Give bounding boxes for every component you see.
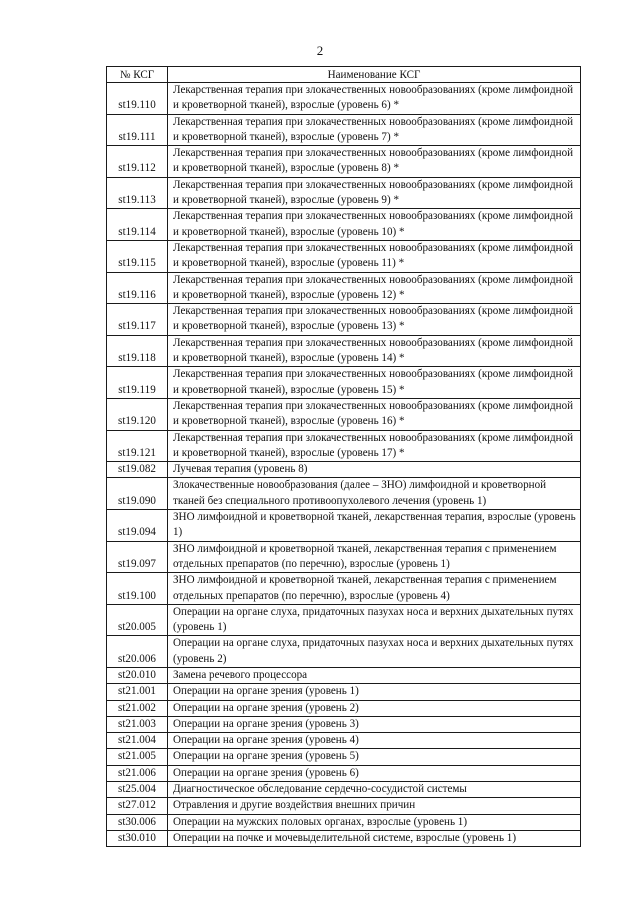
ksg-name-cell: Операции на органе зрения (уровень 2)	[168, 700, 581, 716]
ksg-name-cell: Злокачественные новообразования (далее – ЗНО) лимфоидной и кроветворной тканей без специального противоопухолевого лечения (уровень 1)	[168, 478, 581, 510]
ksg-code-cell: st19.094	[107, 510, 168, 542]
table-row	[107, 700, 581, 716]
table-row	[107, 335, 581, 367]
ksg-code-cell: st19.113	[107, 177, 168, 209]
table-row	[107, 83, 581, 115]
ksg-name-cell: Операции на органе зрения (уровень 4)	[168, 733, 581, 749]
ksg-code-cell: st19.082	[107, 462, 168, 478]
table-row	[107, 177, 581, 209]
ksg-name-cell: Операции на органе слуха, придаточных пазухах носа и верхних дыхательных путях (уровень 2)	[168, 636, 581, 668]
column-header-code: № КСГ	[107, 67, 168, 83]
ksg-name-cell: Лучевая терапия (уровень 8)	[168, 462, 581, 478]
ksg-code-cell: st21.002	[107, 700, 168, 716]
ksg-code-cell: st21.006	[107, 765, 168, 781]
ksg-name-cell: Операции на мужских половых органах, взрослые (уровень 1)	[168, 814, 581, 830]
ksg-code-cell: st19.112	[107, 146, 168, 178]
ksg-name-cell: Лекарственная терапия при злокачественных новообразованиях (кроме лимфоидной и кроветворной тканей), взрослые (уровень 8) *	[168, 146, 581, 178]
table-body	[107, 83, 581, 847]
ksg-name-cell: Лекарственная терапия при злокачественных новообразованиях (кроме лимфоидной и кроветворной тканей), взрослые (уровень 17) *	[168, 430, 581, 462]
ksg-name-cell: ЗНО лимфоидной и кроветворной тканей, лекарственная терапия с применением отдельных препаратов (по перечню), взрослые (уровень 1)	[168, 541, 581, 573]
table-header-row	[107, 67, 581, 83]
table-row	[107, 272, 581, 304]
ksg-code-cell: st19.115	[107, 240, 168, 272]
ksg-code-cell: st25.004	[107, 782, 168, 798]
table-row	[107, 541, 581, 573]
table-row	[107, 733, 581, 749]
ksg-name-cell: Лекарственная терапия при злокачественных новообразованиях (кроме лимфоидной и кроветворной тканей), взрослые (уровень 10) *	[168, 209, 581, 241]
ksg-name-cell: Лекарственная терапия при злокачественных новообразованиях (кроме лимфоидной и кроветворной тканей), взрослые (уровень 9) *	[168, 177, 581, 209]
ksg-code-cell: st20.006	[107, 636, 168, 668]
table-row	[107, 765, 581, 781]
ksg-name-cell: Операции на органе зрения (уровень 3)	[168, 716, 581, 732]
ksg-code-cell: st30.006	[107, 814, 168, 830]
ksg-name-cell: Лекарственная терапия при злокачественных новообразованиях (кроме лимфоидной и кроветворной тканей), взрослые (уровень 12) *	[168, 272, 581, 304]
table-row	[107, 716, 581, 732]
ksg-code-cell: st30.010	[107, 830, 168, 846]
ksg-name-cell: Лекарственная терапия при злокачественных новообразованиях (кроме лимфоидной и кроветворной тканей), взрослые (уровень 14) *	[168, 335, 581, 367]
table-row	[107, 478, 581, 510]
ksg-code-cell: st19.121	[107, 430, 168, 462]
ksg-code-cell: st27.012	[107, 798, 168, 814]
table-row	[107, 798, 581, 814]
ksg-name-cell: ЗНО лимфоидной и кроветворной тканей, лекарственная терапия с применением отдельных препаратов (по перечню), взрослые (уровень 4)	[168, 573, 581, 605]
table-row	[107, 782, 581, 798]
ksg-name-cell: Лекарственная терапия при злокачественных новообразованиях (кроме лимфоидной и кроветворной тканей), взрослые (уровень 15) *	[168, 367, 581, 399]
ksg-code-cell: st21.005	[107, 749, 168, 765]
table-row	[107, 209, 581, 241]
ksg-table	[106, 66, 581, 847]
ksg-name-cell: Лекарственная терапия при злокачественных новообразованиях (кроме лимфоидной и кроветворной тканей), взрослые (уровень 16) *	[168, 398, 581, 430]
table-row	[107, 573, 581, 605]
table-row	[107, 240, 581, 272]
ksg-name-cell: Операции на органе зрения (уровень 6)	[168, 765, 581, 781]
table-row	[107, 430, 581, 462]
ksg-name-cell: Операции на органе зрения (уровень 1)	[168, 684, 581, 700]
ksg-code-cell: st19.116	[107, 272, 168, 304]
table-row	[107, 604, 581, 636]
ksg-code-cell: st19.117	[107, 304, 168, 336]
ksg-code-cell: st19.120	[107, 398, 168, 430]
ksg-code-cell: st21.004	[107, 733, 168, 749]
ksg-code-cell: st20.010	[107, 667, 168, 683]
ksg-code-cell: st19.097	[107, 541, 168, 573]
table-row	[107, 398, 581, 430]
ksg-name-cell: Операции на органе зрения (уровень 5)	[168, 749, 581, 765]
ksg-code-cell: st20.005	[107, 604, 168, 636]
ksg-name-cell: Операции на органе слуха, придаточных пазухах носа и верхних дыхательных путях (уровень 1)	[168, 604, 581, 636]
table-row	[107, 749, 581, 765]
ksg-code-cell: st19.119	[107, 367, 168, 399]
ksg-name-cell: Отравления и другие воздействия внешних причин	[168, 798, 581, 814]
ksg-code-cell: st19.110	[107, 83, 168, 115]
ksg-code-cell: st21.003	[107, 716, 168, 732]
ksg-name-cell: Операции на почке и мочевыделительной системе, взрослые (уровень 1)	[168, 830, 581, 846]
ksg-name-cell: Лекарственная терапия при злокачественных новообразованиях (кроме лимфоидной и кроветворной тканей), взрослые (уровень 11) *	[168, 240, 581, 272]
table-row	[107, 684, 581, 700]
table-row	[107, 462, 581, 478]
ksg-name-cell: Лекарственная терапия при злокачественных новообразованиях (кроме лимфоидной и кроветворной тканей), взрослые (уровень 7) *	[168, 114, 581, 146]
ksg-code-cell: st19.100	[107, 573, 168, 605]
table-row	[107, 304, 581, 336]
ksg-code-cell: st21.001	[107, 684, 168, 700]
ksg-code-cell: st19.111	[107, 114, 168, 146]
table-row	[107, 114, 581, 146]
ksg-code-cell: st19.114	[107, 209, 168, 241]
table-row	[107, 510, 581, 542]
ksg-name-cell: ЗНО лимфоидной и кроветворной тканей, лекарственная терапия, взрослые (уровень 1)	[168, 510, 581, 542]
page-number: 2	[316, 43, 324, 58]
ksg-name-cell: Лекарственная терапия при злокачественных новообразованиях (кроме лимфоидной и кроветворной тканей), взрослые (уровень 13) *	[168, 304, 581, 336]
ksg-name-cell: Диагностическое обследование сердечно-сосудистой системы	[168, 782, 581, 798]
ksg-name-cell: Замена речевого процессора	[168, 667, 581, 683]
table-row	[107, 814, 581, 830]
table-row	[107, 830, 581, 846]
ksg-code-cell: st19.118	[107, 335, 168, 367]
table-row	[107, 636, 581, 668]
ksg-code-cell: st19.090	[107, 478, 168, 510]
table-row	[107, 367, 581, 399]
table-row	[107, 146, 581, 178]
ksg-name-cell: Лекарственная терапия при злокачественных новообразованиях (кроме лимфоидной и кроветворной тканей), взрослые (уровень 6) *	[168, 83, 581, 115]
column-header-name: Наименование КСГ	[168, 67, 581, 83]
table-row	[107, 667, 581, 683]
